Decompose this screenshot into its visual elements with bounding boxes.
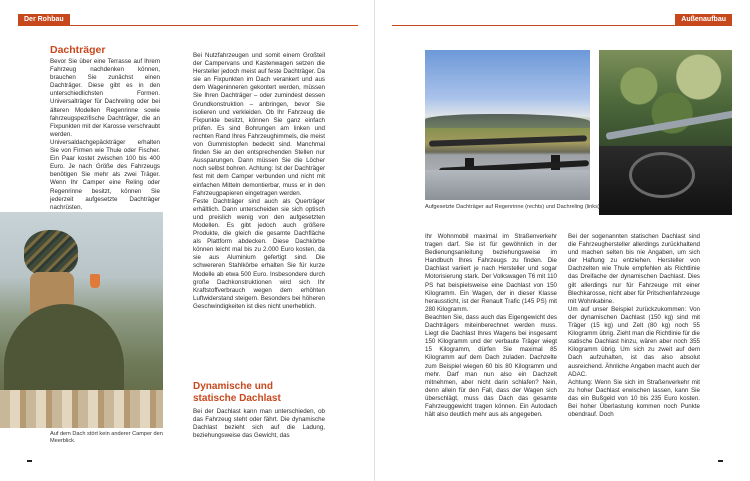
body-text-col2: Bei Nutzfahrzeugen und somit einem Großteil der Campervans und Kastenwagen setzen die Hersteller jedoch meist auf feste Dachträger. Da sie an Fixpunkten im Dach verankert und aus dem Wageninneren gekontert werden, müssen Sie Ihren Dachträger – oder zumindest dessen Grundkonstruktion – anbringen, bevor Sie isolieren und verkleiden. Ob Ihr Fahrzeug die Fixpunkte besitzt, können Sie ganz einfach prüfen. Es sind Bohrungen am linken und rechten Rand Ihres Fahrzeughimmels, die meist von Gummistopfen bedeckt sind. Manchmal finden Sie an den entsprechenden Stellen nur Aussparungen. Dann müssen Sie die Löcher noch selbst bohren. Achtung: Ist der Dachträger fest mit dem Camper verbunden und nicht mit einfachen Mitteln demontierbar, muss er in den Fahrzeugpapieren eingetragen werden. Feste Dachträger sind auch als Querträger erhältlich. Dann unterscheiden sie sich optisch und preislich wenig von den aufgesetzten Modellen. Es gibt jedoch auch größere Produkte, die gleich die gesamte Dachfläche als Plattform abdecken. Diese Dachkörbe können leicht mal bis zu 2.000 Euro kosten, da sie aus Aluminium gefertigt sind. Die schwereren Stahlkörbe erhalten Sie für kurze Modelle ab etwa 500 Euro. Insbesondere durch große Dachkonstruktionen wird sich Ihr Kraftstoffverbrauch wegen dem erhöhten Luftwiderstand steigern. Besonders bei höheren Geschwindigkeiten ist dies nicht unerheblich.: [193, 52, 325, 310]
photo-caption-left: Auf dem Dach stört kein anderer Camper den Meerblick.: [50, 431, 163, 444]
photo-roof-rack-railing: [425, 50, 590, 200]
heading-dachlast: Dynamische und statische Dachlast: [193, 381, 281, 404]
section-tab-right: Außenaufbau: [675, 14, 732, 25]
drink-glass-shape: [90, 274, 100, 288]
headscarf-shape: [24, 230, 78, 276]
right-page: [375, 0, 750, 481]
mountain-shape: [425, 114, 590, 128]
car-roof-shape: [425, 170, 590, 200]
section-tab-left: Der Rohbau: [18, 14, 70, 25]
body-text-right-col1: Ihr Wohnmobil maximal im Straßenverkehr tragen darf. Sie ist für gewöhnlich in der Bedienungsanleitung beziehungsweise im Handbuch Ihres Fahrzeugs zu finden. Die Dachlast variiert je nach Hersteller und sogar Motorisierung stark. Der Volkswagen T6 mit 110 PS hat beispielsweise eine Dachlast von 150 Kilogramm. Ein Wagen, der in dieser Klasse heraussticht, ist der Renault Trafic (145 PS) mit 280 Kilogramm. Beachten Sie, dass auch das Eigengewicht des Dachträgers miteinberechnet werden muss. Liegt die Dachlast Ihres Wagens bei insgesamt 150 Kilogramm und der verbaute Träger wiegt 15 Kilogramm, dürfen Sie maximal 85 Kilogramm auf dem Dach zuladen. Dachzelte zum Beispiel wiegen 60 bis 80 Kilogramm und mehr. Darf man nun also ein Dachzelt mitnehmen, aber nicht darin schlafen? Nein, denn allein für den Fall, dass der Wagen sich überschlägt, muss das Dach das gesamte Fahrzeuggewicht tragen können. Ein Autodach hält also deutlich mehr aus als angegeben.: [425, 233, 557, 419]
photo-woman-on-roof: [0, 212, 163, 428]
body-text-right-col2: Bei der sogenannten statischen Dachlast sind die Fahrzeughersteller allerdings zurückhaltend und machen selten bis nie Angaben, um sich der Haftung zu entziehen. Hersteller von Dachzelten wie Thule empfehlen als Richtlinie das Dreifache der dynamischen Dachlast. Dies gilt allerdings nur für Fahrzeuge mit einer Blechkarosse, nicht aber für Pritschenfahrzeuge mit Wohnkabine. Um auf unser Beispiel zurückzukommen: Von der dynamischen Dachlast (150 kg) sind mit Träger (15 kg) und Zelt (80 kg) noch 55 Kilogramm übrig. Zieht man die Richtlinie für die statische Dachlast hinzu, wären aber noch 355 Kilogramm übrig. Um sich zu zweit auf dem Dach aufzuhalten, ist das also absolut ausreichend. Ähnliche Angaben macht auch der ADAC. Achtung: Wenn Sie sich im Straßenverkehr mit zu hoher Dachlast erwischen lassen, kann Sie das ein Bußgeld von 10 bis 235 Euro kosten. Bei hoher Überlastung kommen noch Punkte obendrauf. Doch: [568, 233, 700, 419]
photo-roof-rack-gutter: [599, 50, 732, 215]
heading-dachtraeger: Dachträger: [50, 44, 106, 56]
page-mark-right: [718, 460, 723, 462]
body-text-col1: Bevor Sie über eine Terrasse auf Ihrem Fahrzeug nachdenken können, brauchen Sie zunächst einen Dachträger. Diese gibt es in den unterschiedlichsten Formen. Universalträger für Dachreling oder bei älteren Modellen Regenrinne sowie fahrzeugspezifische Dachträger, die an Fixpunkten mit der Karosse verschraubt werden. Universaldachgepäckträger erhalten Sie von Firmen wie Thule oder Fischer. Ein Paar kostet zwischen 100 bis 400 Euro. Je nach Größe des Fahrzeugs benötigen Sie mehr als zwei Träger. Wenn Ihr Camper eine Reling oder Regenrinne besitzt, können Sie jederzeit aufgesetzte Dachträger nachrüsten.: [50, 58, 160, 211]
page-mark-left: [27, 460, 32, 462]
photo-caption-right: Aufgesetzte Dachträger auf Regenrinne (rechts) und Dachreling (links).: [425, 204, 602, 210]
header-rule-right: [392, 25, 732, 26]
bike-wheel-shape: [629, 152, 695, 198]
table-shape: [0, 390, 163, 428]
body-text-col2-bottom: Bei der Dachlast kann man unterschieden, ob das Fahrzeug steht oder fährt. Die dynamische Dachlast bezieht sich auf die Ladung, beziehungsweise das Gewicht, das: [193, 408, 325, 440]
header-rule-left: [18, 25, 358, 26]
crossbar-front: [429, 135, 587, 147]
